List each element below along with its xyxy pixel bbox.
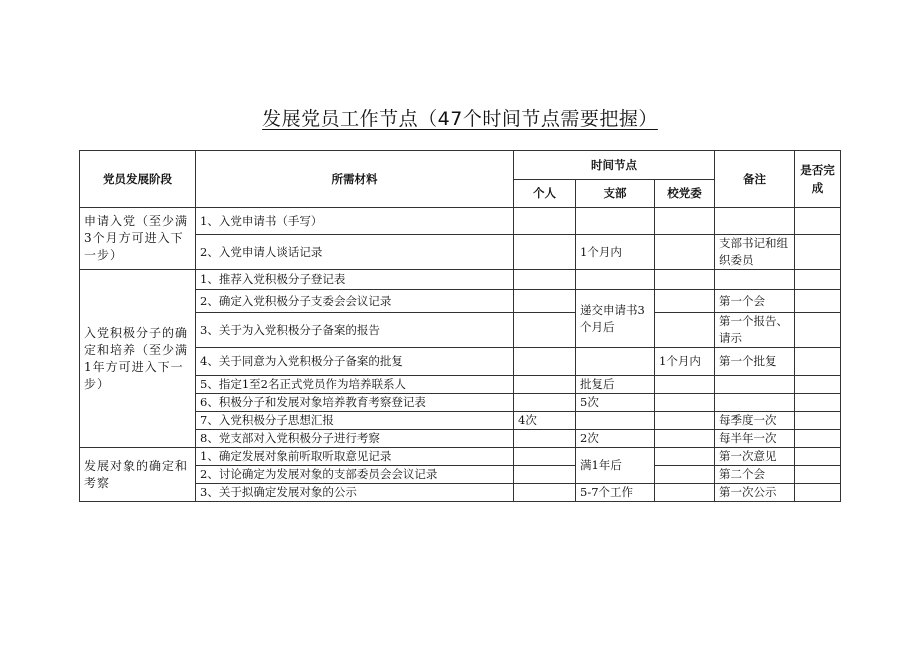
- page-title: 发展党员工作节点（47个时间节点需要把握）: [262, 108, 658, 130]
- completed-cell: [795, 290, 841, 313]
- completed-cell: [795, 484, 841, 502]
- committee-cell: [655, 235, 715, 270]
- header-stage: 党员发展阶段: [80, 151, 196, 208]
- header-remark: 备注: [715, 151, 795, 208]
- remark-cell: 第二个会: [715, 466, 795, 484]
- stage-candidate: 发展对象的确定和考察: [80, 448, 196, 502]
- committee-cell: [655, 466, 715, 484]
- timeline-table: [79, 150, 841, 502]
- material-cell: 7、入党积极分子思想汇报: [196, 412, 514, 430]
- remark-cell: [715, 208, 795, 235]
- completed-cell: [795, 270, 841, 290]
- committee-cell: [655, 313, 715, 348]
- stage-activist: 入党积极分子的确定和培养（至少满1年方可进入下一步）: [80, 270, 196, 448]
- personal-cell: [514, 313, 576, 348]
- table-row: [80, 448, 841, 466]
- personal-cell: [514, 208, 576, 235]
- material-cell: 1、确定发展对象前听取听取意见记录: [196, 448, 514, 466]
- personal-cell: [514, 348, 576, 376]
- header-time-node: 时间节点: [514, 151, 715, 180]
- committee-cell: [655, 290, 715, 313]
- branch-cell: 5次: [576, 394, 655, 412]
- material-cell: 5、指定1至2名正式党员作为培养联系人: [196, 376, 514, 394]
- personal-cell: [514, 376, 576, 394]
- branch-cell: 满1年后: [576, 448, 655, 484]
- personal-cell: [514, 430, 576, 448]
- material-cell: 2、确定入党积极分子支委会会议记录: [196, 290, 514, 313]
- material-cell: 3、关于拟确定发展对象的公示: [196, 484, 514, 502]
- completed-cell: [795, 208, 841, 235]
- remark-cell: 第一次意见: [715, 448, 795, 466]
- material-cell: 1、推荐入党积极分子登记表: [196, 270, 514, 290]
- completed-cell: [795, 376, 841, 394]
- committee-cell: [655, 448, 715, 466]
- branch-cell: [576, 348, 655, 376]
- header-personal: 个人: [514, 180, 576, 208]
- branch-cell: [576, 208, 655, 235]
- remark-cell: [715, 376, 795, 394]
- personal-cell: [514, 466, 576, 484]
- personal-cell: [514, 235, 576, 270]
- committee-cell: [655, 270, 715, 290]
- completed-cell: [795, 313, 841, 348]
- branch-cell: [576, 412, 655, 430]
- table-row: [80, 270, 841, 290]
- material-cell: 1、入党申请书（手写）: [196, 208, 514, 235]
- table-row: [80, 208, 841, 235]
- completed-cell: [795, 348, 841, 376]
- personal-cell: 4次: [514, 412, 576, 430]
- committee-cell: [655, 208, 715, 235]
- material-cell: 2、入党申请人谈话记录: [196, 235, 514, 270]
- remark-cell: 第一个报告、请示: [715, 313, 795, 348]
- completed-cell: [795, 448, 841, 466]
- branch-cell: 批复后: [576, 376, 655, 394]
- material-cell: 4、关于同意为入党积极分子备案的批复: [196, 348, 514, 376]
- header-committee: 校党委: [655, 180, 715, 208]
- material-cell: 8、党支部对入党积极分子进行考察: [196, 430, 514, 448]
- committee-cell: [655, 394, 715, 412]
- remark-cell: 第一次公示: [715, 484, 795, 502]
- remark-cell: 第一个批复: [715, 348, 795, 376]
- remark-cell: 支部书记和组织委员: [715, 235, 795, 270]
- personal-cell: [514, 448, 576, 466]
- personal-cell: [514, 394, 576, 412]
- completed-cell: [795, 235, 841, 270]
- branch-cell: 2次: [576, 430, 655, 448]
- remark-cell: [715, 270, 795, 290]
- remark-cell: 每季度一次: [715, 412, 795, 430]
- header-row: [80, 151, 841, 180]
- remark-cell: 第一个会: [715, 290, 795, 313]
- committee-cell: [655, 376, 715, 394]
- personal-cell: [514, 484, 576, 502]
- committee-cell: 1个月内: [655, 348, 715, 376]
- committee-cell: [655, 484, 715, 502]
- stage-apply: 申请入党（至少满3个月方可进入下一步）: [80, 208, 196, 270]
- remark-cell: [715, 394, 795, 412]
- committee-cell: [655, 412, 715, 430]
- header-branch: 支部: [576, 180, 655, 208]
- completed-cell: [795, 412, 841, 430]
- completed-cell: [795, 430, 841, 448]
- personal-cell: [514, 270, 576, 290]
- completed-cell: [795, 466, 841, 484]
- completed-cell: [795, 394, 841, 412]
- branch-cell: 1个月内: [576, 235, 655, 270]
- branch-cell: 5-7个工作: [576, 484, 655, 502]
- material-cell: 6、积极分子和发展对象培养教育考察登记表: [196, 394, 514, 412]
- header-materials: 所需材料: [196, 151, 514, 208]
- committee-cell: [655, 430, 715, 448]
- branch-cell: 递交申请书3个月后: [576, 290, 655, 348]
- remark-cell: 每半年一次: [715, 430, 795, 448]
- material-cell: 3、关于为入党积极分子备案的报告: [196, 313, 514, 348]
- material-cell: 2、讨论确定为发展对象的支部委员会会议记录: [196, 466, 514, 484]
- header-completed: 是否完成: [795, 151, 841, 208]
- branch-cell: [576, 270, 655, 290]
- personal-cell: [514, 290, 576, 313]
